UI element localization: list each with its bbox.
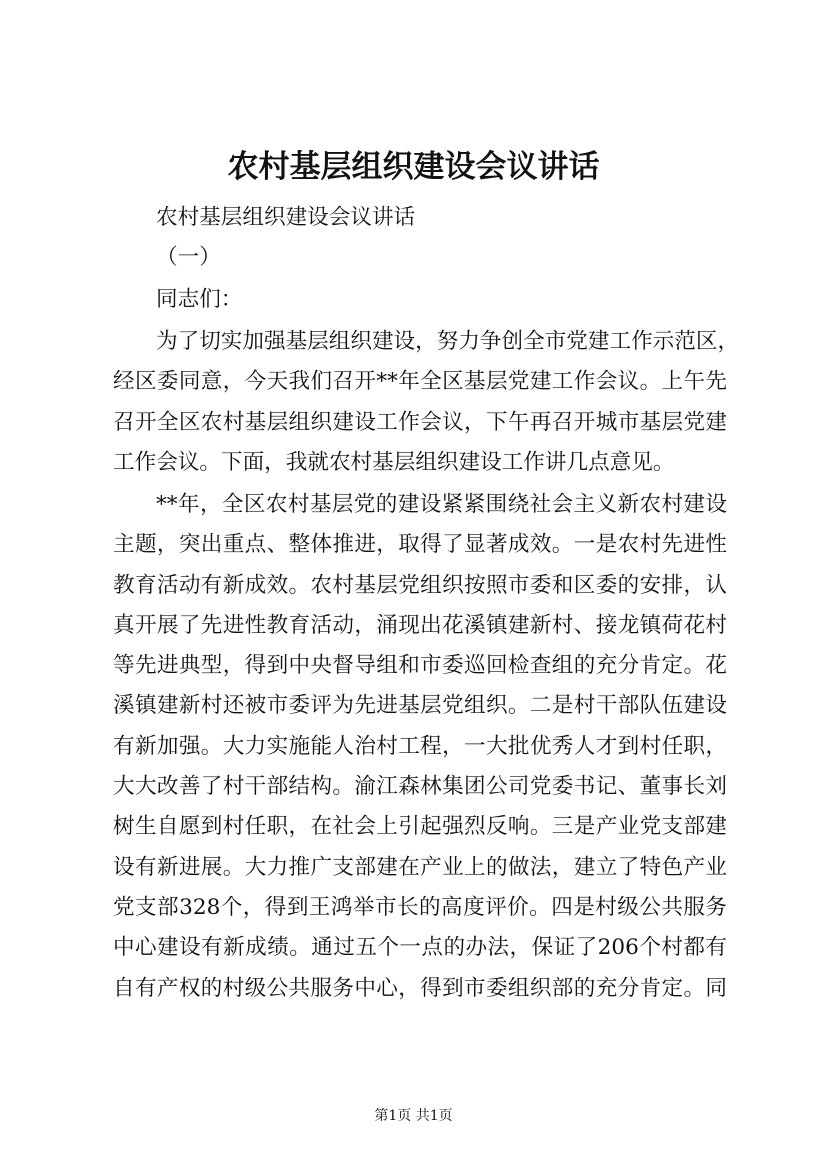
page-footer: 第1页 共1页 — [374, 1108, 453, 1124]
salutation-block — [113, 280, 727, 320]
paragraph-line: 自有产权的村级公共服务中心，得到市委组织部的充分肯定。同 — [113, 975, 727, 1001]
paragraph-line: 有新加强。大力实施能人治村工程，一大批优秀人才到村任职， — [113, 733, 727, 759]
paragraph-line: 为了切实加强基层组织建设，努力争创全市党建工作示范区， — [156, 329, 740, 354]
paragraph-2 — [113, 485, 727, 1009]
section-block — [113, 238, 727, 278]
paragraph-line: 中心建设有新成绩。通过五个一点的办法，保证了206个村都有 — [113, 935, 727, 961]
paragraph-line: 真开展了先进性教育活动，涌现出花溪镇建新村、接龙镇荷花村 — [113, 612, 727, 638]
paragraph-line: 溪镇建新村还被市委评为先进基层党组织。二是村干部队伍建设 — [113, 693, 727, 719]
document-title: 农村基层组织建设会议讲话 — [227, 149, 600, 185]
subtitle-block — [113, 198, 727, 238]
paragraph-line: 工作会议。下面，我就农村基层组织建设工作讲几点意见。 — [113, 449, 675, 475]
paragraph-line: 教育活动有新成效。农村基层党组织按照市委和区委的安排，认 — [113, 572, 727, 598]
paragraph-line: 党支部328个，得到王鸿举市长的高度评价。四是村级公共服务 — [113, 894, 727, 920]
paragraph-line: 大大改善了村干部结构。渝江森林集团公司党委书记、董事长刘 — [113, 774, 727, 800]
subtitle: 农村基层组织建设会议讲话 — [156, 205, 416, 230]
paragraph-line: 等先进典型，得到中央督导组和市委巡回检查组的充分肯定。花 — [113, 653, 727, 679]
paragraph-1 — [113, 322, 740, 483]
paragraph-line: 召开全区农村基层组织建设工作会议，下午再召开城市基层党建 — [113, 409, 727, 435]
paragraph-line: 主题，突出重点、整体推进，取得了显著成效。一是农村先进性 — [113, 532, 727, 558]
paragraph-line: **年，全区农村基层党的建设紧紧围绕社会主义新农村建设 — [156, 492, 727, 517]
section-marker: （一） — [156, 245, 221, 270]
paragraph-line: 树生自愿到村任职，在社会上引起强烈反响。三是产业党支部建 — [113, 814, 727, 840]
paragraph-line: 经区委同意，今天我们召开**年全区基层党建工作会议。上午先 — [113, 369, 727, 395]
paragraph-line: 设有新进展。大力推广支部建在产业上的做法，建立了特色产业 — [113, 854, 727, 880]
salutation: 同志们： — [156, 287, 243, 312]
